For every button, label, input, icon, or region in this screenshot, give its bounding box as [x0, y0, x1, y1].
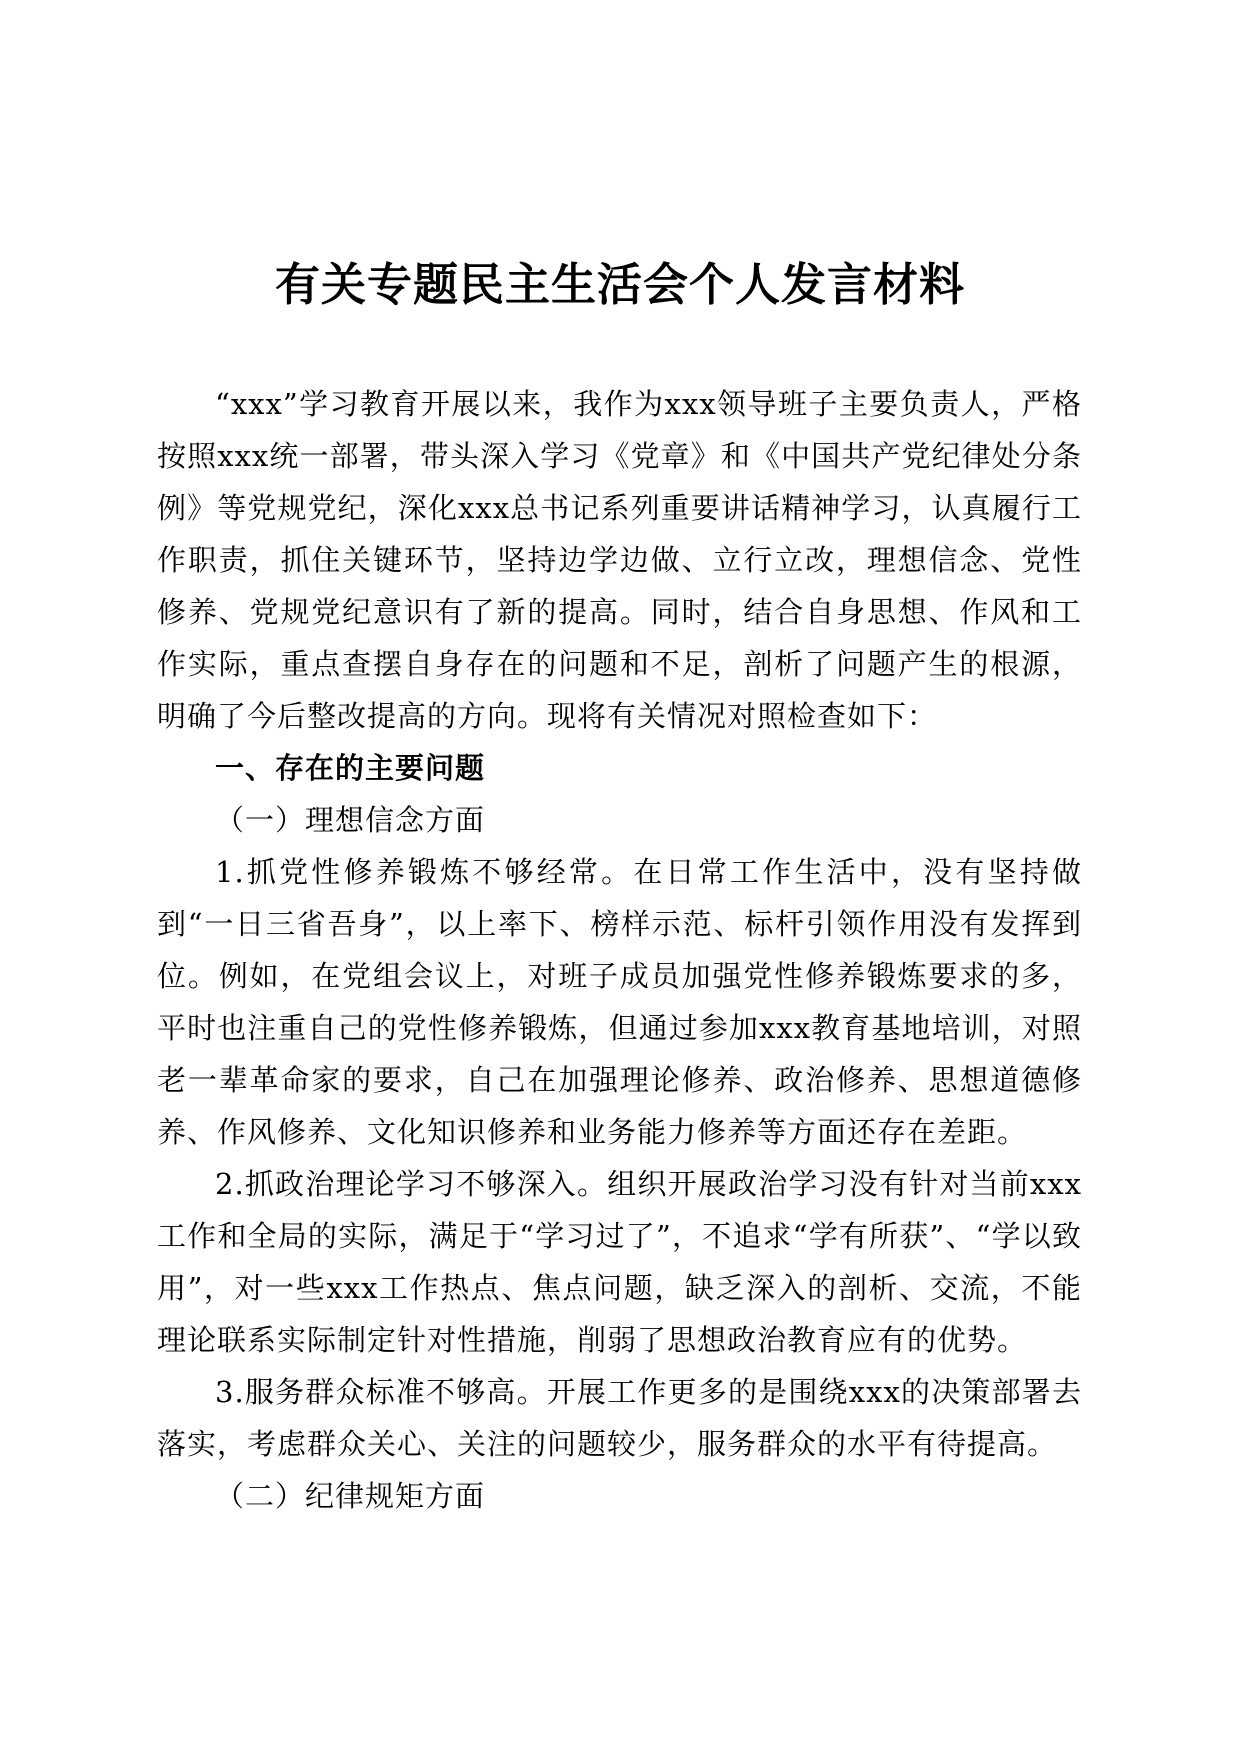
subsection-heading-discipline: （二）纪律规矩方面 — [215, 1479, 486, 1513]
section-heading-main-problems: 一、存在的主要问题 — [215, 751, 486, 785]
item-paragraph-3: 3.服务群众标准不够高。开展工作更多的是围绕xxx的决策部署去落实，考虑群众关心、关注的问题较少，服务群众的水平有待提高。 — [157, 1375, 1082, 1461]
subsection-heading-ideals: （一）理想信念方面 — [215, 803, 486, 837]
document-body — [157, 378, 1082, 1522]
document-title: 有关专题民主生活会个人发言材料 — [274, 258, 965, 311]
item-paragraph-1: 1.抓党性修养锻炼不够经常。在日常工作生活中，没有坚持做到“一日三省吾身”，以上率下、榜样示范、标杆引领作用没有发挥到位。例如，在党组会议上，对班子成员加强党性修养锻炼要求的多，平时也注重自己的党性修养锻炼，但通过参加xxx教育基地培训，对照老一辈革命家的要求，自己在加强理论修养、政治修养、思想道德修养、作风修养、文化知识修养和业务能力修养等方面还存在差距。 — [157, 855, 1082, 1149]
intro-paragraph: “xxx”学习教育开展以来，我作为xxx领导班子主要负责人，严格按照xxx统一部署，带头深入学习《党章》和《中国共产党纪律处分条例》等党规党纪，深化xxx总书记系列重要讲话精神学习，认真履行工作职责，抓住关键环节，坚持边学边做、立行立改，理想信念、党性修养、党规党纪意识有了新的提高。同时，结合自身思想、作风和工作实际，重点查摆自身存在的问题和不足，剖析了问题产生的根源，明确了今后整改提高的方向。现将有关情况对照检查如下： — [157, 387, 1082, 733]
item-paragraph-2: 2.抓政治理论学习不够深入。组织开展政治学习没有针对当前xxx工作和全局的实际，满足于“学习过了”，不追求“学有所获”、“学以致用”，对一些xxx工作热点、焦点问题，缺乏深入的剖析、交流，不能理论联系实际制定针对性措施，削弱了思想政治教育应有的优势。 — [157, 1167, 1082, 1357]
